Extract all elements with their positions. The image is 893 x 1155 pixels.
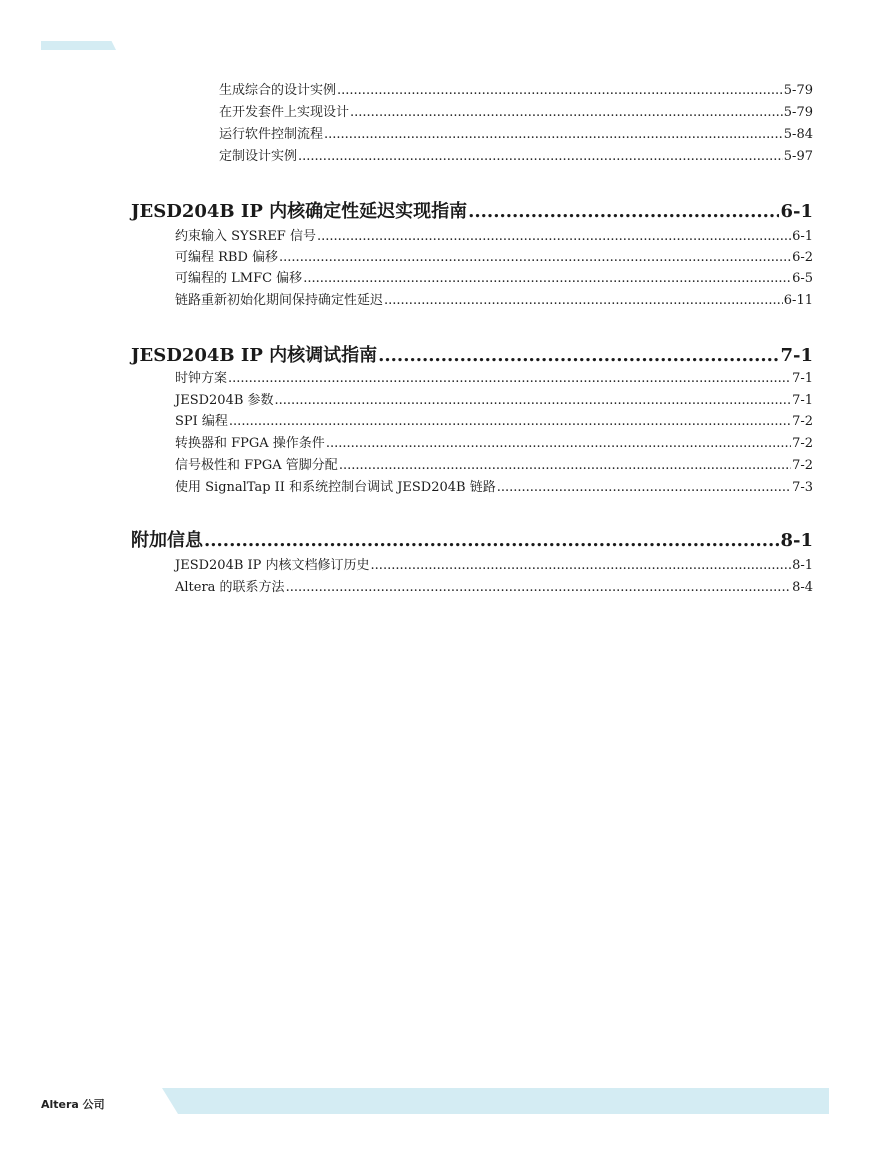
toc-entry-page: 7-3 <box>792 480 813 495</box>
toc-leader-dots <box>497 480 791 495</box>
toc-leader-dots <box>229 414 791 429</box>
toc-leader-dots <box>339 458 791 473</box>
toc-leader-dots <box>324 127 783 142</box>
toc-entry-page: 6-2 <box>792 250 813 265</box>
toc-entry-page: 5-79 <box>783 105 813 120</box>
toc-entry-page: 6-1 <box>792 229 813 244</box>
toc-entry[interactable] <box>219 123 813 141</box>
toc-entry-label: 链路重新初始化期间保持确定性延迟 <box>175 293 384 308</box>
toc-leader-dots <box>371 558 792 573</box>
toc-entry-page: 8-1 <box>792 558 813 573</box>
toc-entry[interactable] <box>175 267 813 285</box>
toc-leader-dots <box>378 345 779 366</box>
toc-entry-page: 8-4 <box>792 580 813 595</box>
toc-entry[interactable] <box>175 476 813 494</box>
toc-leader-dots <box>384 293 783 308</box>
toc-chapter-7[interactable] <box>131 341 813 367</box>
toc-entry-page: 7-2 <box>792 414 813 429</box>
toc-chapter-title: 附加信息 <box>131 530 203 551</box>
toc-entry-page: 7-2 <box>792 436 813 451</box>
toc-entry[interactable] <box>175 389 813 407</box>
toc-entry-label: SPI 编程 <box>175 414 228 429</box>
toc-leader-dots <box>228 371 791 386</box>
toc-leader-dots <box>326 436 791 451</box>
toc-leader-dots <box>317 229 791 244</box>
toc-leader-dots <box>468 201 779 222</box>
toc-leader-dots <box>298 149 783 164</box>
toc-chapter-8[interactable] <box>131 526 813 552</box>
toc-entry[interactable] <box>175 225 813 243</box>
toc-entry[interactable] <box>219 79 813 97</box>
toc-entry-page: 5-97 <box>783 149 813 164</box>
toc-leader-dots <box>279 250 791 265</box>
toc-entry-label: 使用 SignalTap II 和系统控制台调试 JESD204B 链路 <box>175 480 496 495</box>
toc-leader-dots <box>204 530 779 551</box>
toc-chapter-title: JESD204B IP 内核确定性延迟实现指南 <box>131 201 468 222</box>
toc-entry-label: JESD204B 参数 <box>175 393 274 408</box>
toc-entry-page: 7-1 <box>792 393 813 408</box>
toc-entry[interactable] <box>175 454 813 472</box>
toc-entry[interactable] <box>219 101 813 119</box>
toc-entry-label: 运行软件控制流程 <box>219 127 324 142</box>
toc-entry-label: 信号极性和 FPGA 管脚分配 <box>175 458 338 473</box>
toc-entry[interactable] <box>175 367 813 385</box>
toc-entry-page: 5-79 <box>783 83 813 98</box>
toc-entry[interactable] <box>219 145 813 163</box>
toc-entry[interactable] <box>175 289 813 307</box>
toc-entry-label: 生成综合的设计实例 <box>219 83 337 98</box>
toc-leader-dots <box>275 393 792 408</box>
toc-entry[interactable] <box>175 410 813 428</box>
toc-chapter-page: 6-1 <box>780 201 813 222</box>
toc-entry-label: 可编程的 LMFC 偏移 <box>175 271 303 286</box>
toc-chapter-6[interactable] <box>131 197 813 223</box>
toc-entry-label: 可编程 RBD 偏移 <box>175 250 279 265</box>
header-accent-tab <box>41 41 116 50</box>
toc-leader-dots <box>337 83 783 98</box>
toc-chapter-title: JESD204B IP 内核调试指南 <box>131 345 378 366</box>
toc-entry-label: JESD204B IP 内核文档修订历史 <box>175 558 370 573</box>
toc-entry-label: 时钟方案 <box>175 371 228 386</box>
toc-entry[interactable] <box>175 246 813 264</box>
toc-chapter-page: 8-1 <box>780 530 813 551</box>
toc-entry-page: 6-5 <box>792 271 813 286</box>
footer-accent-bar <box>162 1088 829 1114</box>
toc-entry-label: 转换器和 FPGA 操作条件 <box>175 436 325 451</box>
toc-entry-label: Altera 的联系方法 <box>175 580 285 595</box>
toc-leader-dots <box>350 105 783 120</box>
toc-entry-page: 7-1 <box>792 371 813 386</box>
toc-entry-label: 定制设计实例 <box>219 149 298 164</box>
toc-leader-dots <box>286 580 792 595</box>
toc-entry-page: 7-2 <box>792 458 813 473</box>
footer-company: Altera 公司 <box>41 1098 105 1111</box>
toc-entry-label: 约束输入 SYSREF 信号 <box>175 229 316 244</box>
toc-entry[interactable] <box>175 576 813 594</box>
toc-entry-page: 5-84 <box>783 127 813 142</box>
toc-entry[interactable] <box>175 432 813 450</box>
toc-chapter-page: 7-1 <box>780 345 813 366</box>
toc-entry-page: 6-11 <box>783 293 813 308</box>
toc-entry[interactable] <box>175 554 813 572</box>
toc-entry-label: 在开发套件上实现设计 <box>219 105 350 120</box>
toc-leader-dots <box>303 271 791 286</box>
